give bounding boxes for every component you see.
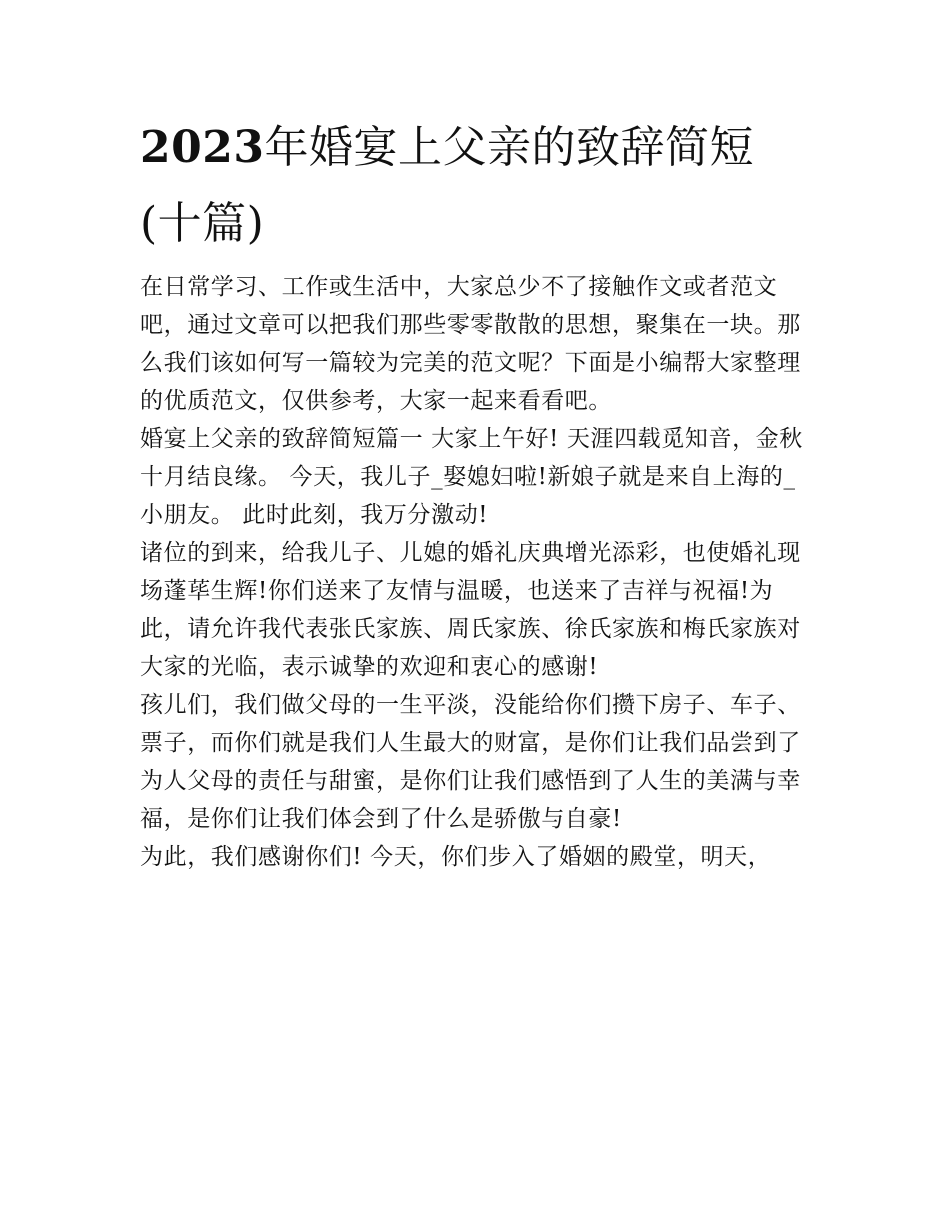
document-page — [140, 110, 812, 876]
document-title — [140, 110, 812, 262]
paragraph-4: 为此，我们感谢你们! 今天，你们步入了婚姻的殿堂，明天， — [140, 844, 772, 870]
paragraph-2: 诸位的到来，给我儿子、儿媳的婚礼庆典增光添彩，也使婚礼现场蓬荜生辉!你们送来了友情与温暖，也送来了吉祥与祝福!为此，请允许我代表张氏家族、周氏家族、徐氏家族和梅氏家族对大家的光临，表示诚挚的欢迎和衷心的感谢! — [140, 540, 801, 680]
paragraph-intro: 在日常学习、工作或生活中，大家总少不了接触作文或者范文吧，通过文章可以把我们那些零零散散的思想，聚集在一块。那么我们该如何写一篇较为完美的范文呢？下面是小编帮大家整理的优质范文，仅供参考，大家一起来看看吧。 — [140, 274, 801, 414]
title-text: 年婚宴上父亲的致辞简短(十篇) — [140, 122, 754, 249]
title-year: 2023 — [140, 122, 265, 173]
paragraph-3: 孩儿们，我们做父母的一生平淡，没能给你们攒下房子、车子、票子，而你们就是我们人生最大的财富，是你们让我们品尝到了为人父母的责任与甜蜜，是你们让我们感悟到了人生的美满与幸福，是你们让我们体会到了什么是骄傲与自豪! — [140, 692, 801, 832]
paragraph-1: 婚宴上父亲的致辞简短篇一 大家上午好! 天涯四载觅知音，金秋十月结良缘。 今天，我儿子_娶媳妇啦!新娘子就是来自上海的_小朋友。 此时此刻，我万分激动! — [140, 426, 803, 528]
